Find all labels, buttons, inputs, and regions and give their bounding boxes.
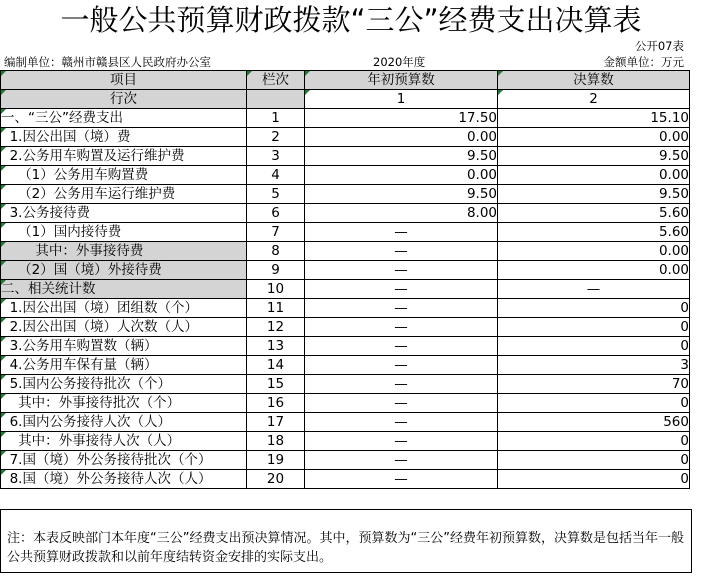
row-final: 0	[498, 451, 690, 470]
table-row	[1, 451, 690, 470]
row-budget: —	[305, 451, 498, 470]
row-label: 其中：外事接待人次（人）	[1, 432, 247, 451]
row-label: 8.国（境）外公务接待人次（人）	[1, 470, 247, 489]
header-final: 决算数	[498, 71, 690, 90]
row-budget: —	[305, 432, 498, 451]
row-final: 5.60	[498, 223, 690, 242]
row-seq: 17	[247, 413, 305, 432]
table-row	[1, 128, 690, 147]
unit-label: 金额单位：万元	[603, 55, 684, 69]
table-row	[1, 299, 690, 318]
table-row	[1, 280, 690, 299]
row-seq: 20	[247, 470, 305, 489]
row-final: 3	[498, 356, 690, 375]
sub-header-label: 行次	[1, 90, 247, 109]
row-budget: 9.50	[305, 185, 498, 204]
footnote: 注：本表反映部门本年度“三公”经费支出预决算情况。其中，预算数为“三公”经费年初预算数，决算数是包括当年一般公共预算财政拨款和以前年度结转资金安排的实际支出。	[0, 509, 692, 573]
table-row	[1, 223, 690, 242]
row-label: 二、相关统计数	[1, 280, 247, 299]
row-seq: 8	[247, 242, 305, 261]
org-label: 编制单位：赣州市赣县区人民政府办公室	[4, 55, 211, 69]
table-row	[1, 204, 690, 223]
row-budget: 9.50	[305, 147, 498, 166]
header-row	[1, 71, 690, 90]
row-budget: —	[305, 470, 498, 489]
row-final: —	[498, 280, 690, 299]
row-final: 0.00	[498, 242, 690, 261]
row-budget: 8.00	[305, 204, 498, 223]
row-seq: 3	[247, 147, 305, 166]
row-final: 0	[498, 394, 690, 413]
row-budget: 0.00	[305, 128, 498, 147]
row-label: 3.公务接待费	[1, 204, 247, 223]
row-label: 其中：外事接待费	[1, 242, 247, 261]
row-final: 70	[498, 375, 690, 394]
expense-table	[0, 70, 690, 489]
header-item: 项目	[1, 71, 247, 90]
row-seq: 18	[247, 432, 305, 451]
row-seq: 15	[247, 375, 305, 394]
table-row	[1, 470, 690, 489]
row-seq: 10	[247, 280, 305, 299]
row-final: 0	[498, 432, 690, 451]
table-row	[1, 147, 690, 166]
row-budget: —	[305, 413, 498, 432]
form-code: 公开07表	[634, 39, 684, 53]
sub-header-row	[1, 90, 690, 109]
sub-header-empty	[247, 90, 305, 109]
table-row	[1, 375, 690, 394]
row-seq: 19	[247, 451, 305, 470]
row-seq: 5	[247, 185, 305, 204]
row-label: 7.国（境）外公务接待批次（个）	[1, 451, 247, 470]
table-row	[1, 261, 690, 280]
row-seq: 13	[247, 337, 305, 356]
row-final: 0	[498, 470, 690, 489]
sub-header-budget-no: 1	[305, 90, 498, 109]
table-row	[1, 318, 690, 337]
row-budget: —	[305, 242, 498, 261]
row-seq: 2	[247, 128, 305, 147]
row-seq: 16	[247, 394, 305, 413]
row-final: 0	[498, 337, 690, 356]
row-final: 0	[498, 318, 690, 337]
row-budget: —	[305, 299, 498, 318]
row-budget: 0.00	[305, 166, 498, 185]
row-label: 3.公务用车购置数（辆）	[1, 337, 247, 356]
table-row	[1, 394, 690, 413]
row-final: 0	[498, 299, 690, 318]
row-label: （2）公务用车运行维护费	[1, 185, 247, 204]
row-label: 1.因公出国（境）费	[1, 128, 247, 147]
row-label: 一、“三公”经费支出	[1, 109, 247, 128]
row-label: 1.因公出国（境）团组数（个）	[1, 299, 247, 318]
row-label: 2.公务用车购置及运行维护费	[1, 147, 247, 166]
row-seq: 7	[247, 223, 305, 242]
row-seq: 1	[247, 109, 305, 128]
header-col: 栏次	[247, 71, 305, 90]
header-budget: 年初预算数	[305, 71, 498, 90]
row-label: 其中：外事接待批次（个）	[1, 394, 247, 413]
row-label: 6.国内公务接待人次（人）	[1, 413, 247, 432]
table-row	[1, 242, 690, 261]
row-budget: —	[305, 318, 498, 337]
row-seq: 14	[247, 356, 305, 375]
row-budget: —	[305, 280, 498, 299]
row-label: 2.因公出国（境）人次数（人）	[1, 318, 247, 337]
row-final: 15.10	[498, 109, 690, 128]
sub-header-final-no: 2	[498, 90, 690, 109]
row-seq: 11	[247, 299, 305, 318]
row-final: 5.60	[498, 204, 690, 223]
table-row	[1, 432, 690, 451]
row-label: 4.公务用车保有量（辆）	[1, 356, 247, 375]
row-label: （1）国内接待费	[1, 223, 247, 242]
row-budget: —	[305, 356, 498, 375]
row-final: 9.50	[498, 147, 690, 166]
row-final: 560	[498, 413, 690, 432]
row-seq: 6	[247, 204, 305, 223]
row-label: （1）公务用车购置费	[1, 166, 247, 185]
row-budget: —	[305, 375, 498, 394]
table-title: 一般公共预算财政拨款“三公”经费支出决算表	[60, 3, 642, 37]
row-final: 0.00	[498, 128, 690, 147]
row-final: 0.00	[498, 166, 690, 185]
row-seq: 9	[247, 261, 305, 280]
year-label: 2020年度	[373, 55, 426, 69]
table-row	[1, 337, 690, 356]
row-budget: 17.50	[305, 109, 498, 128]
row-label: 5.国内公务接待批次（个）	[1, 375, 247, 394]
row-label: （2）国（境）外接待费	[1, 261, 247, 280]
row-budget: —	[305, 337, 498, 356]
row-final: 9.50	[498, 185, 690, 204]
table-row	[1, 185, 690, 204]
row-final: 0.00	[498, 261, 690, 280]
table-row	[1, 413, 690, 432]
row-seq: 4	[247, 166, 305, 185]
table-row	[1, 166, 690, 185]
table-row	[1, 356, 690, 375]
row-budget: —	[305, 261, 498, 280]
table-row	[1, 109, 690, 128]
row-seq: 12	[247, 318, 305, 337]
row-budget: —	[305, 223, 498, 242]
row-budget: —	[305, 394, 498, 413]
